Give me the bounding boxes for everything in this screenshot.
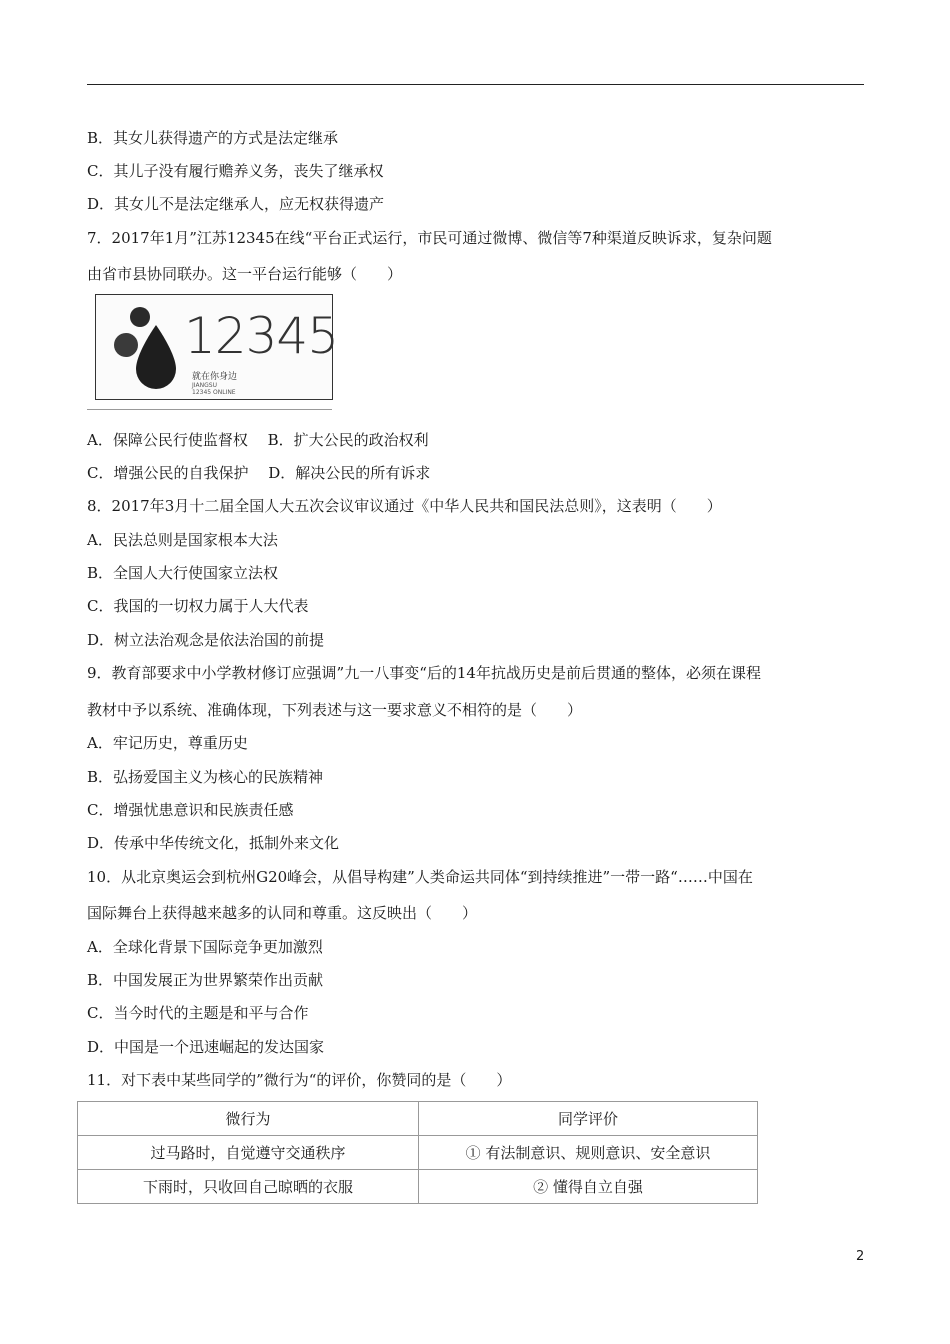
options-cd-q7: C．增强公民的自我保护 D．解决公民的所有诉求 bbox=[87, 464, 431, 482]
drop-logo-icon bbox=[102, 295, 182, 399]
option-c-q9: C．增强忧患意识和民族责任感 bbox=[87, 801, 294, 819]
option-b-q8: B．全国人大行使国家立法权 bbox=[87, 564, 279, 582]
table-header-cell: 微行为 bbox=[78, 1102, 419, 1136]
logo-subtitle-line-2: 12345 ONLINE bbox=[192, 389, 236, 396]
question-9-line-2: 教材中予以系统、准确体现，下列表述与这一要求意义不相符的是（ ） bbox=[87, 701, 583, 719]
question-8: 8．2017年3月十二届全国人大五次会议审议通过《中华人民共和国民法总则》，这表明（ ） bbox=[87, 497, 722, 515]
header-rule bbox=[87, 84, 864, 85]
logo-number: 12345 bbox=[184, 307, 339, 365]
logo-baseline bbox=[87, 409, 332, 410]
question-10-line-1: 10．从北京奥运会到杭州G20峰会，从倡导构建”人类命运共同体“到持续推进”一带一路“……中国在 bbox=[87, 868, 753, 886]
logo-subtitle-line-1: JIANGSU bbox=[192, 382, 217, 389]
table-cell: 过马路时，自觉遵守交通秩序 bbox=[78, 1136, 419, 1170]
question-10-line-2: 国际舞台上获得越来越多的认同和尊重。这反映出（ ） bbox=[87, 904, 478, 922]
table-cell: ② 懂得自立自强 bbox=[419, 1170, 758, 1204]
table-cell: ① 有法制意识、规则意识、安全意识 bbox=[419, 1136, 758, 1170]
logo-frame bbox=[95, 294, 339, 400]
micro-behavior-table bbox=[77, 1101, 758, 1204]
option-b-q10: B．中国发展正为世界繁荣作出贡献 bbox=[87, 971, 324, 989]
option-d-q10: D．中国是一个迅速崛起的发达国家 bbox=[87, 1038, 325, 1056]
options-ab-q7: A．保障公民行使监督权 B．扩大公民的政治权利 bbox=[87, 431, 429, 449]
table-cell: 下雨时，只收回自己晾晒的衣服 bbox=[78, 1170, 419, 1204]
option-b-q9: B．弘扬爱国主义为核心的民族精神 bbox=[87, 768, 324, 786]
option-d-q6: D．其女儿不是法定继承人，应无权获得遗产 bbox=[87, 195, 385, 213]
question-7-line-1: 7．2017年1月”江苏12345在线“平台正式运行，市民可通过微博、微信等7种渠道反映诉求，复杂问题 bbox=[87, 229, 772, 247]
logo-subtitle bbox=[192, 382, 236, 396]
question-7-line-2: 由省市县协同联办。这一平台运行能够（ ） bbox=[87, 265, 403, 283]
option-a-q9: A．牢记历史，尊重历史 bbox=[87, 734, 248, 752]
option-c-q8: C．我国的一切权力属于人大代表 bbox=[87, 597, 309, 615]
table-header-row bbox=[78, 1102, 758, 1136]
table-row bbox=[78, 1170, 758, 1204]
question-11: 11．对下表中某些同学的”微行为“的评价，你赞同的是（ ） bbox=[87, 1071, 512, 1089]
question-9-line-1: 9．教育部要求中小学教材修订应强调”九一八事变“后的14年抗战历史是前后贯通的整体，必须在课程 bbox=[87, 664, 761, 682]
option-c-q10: C．当今时代的主题是和平与合作 bbox=[87, 1004, 309, 1022]
option-b-q6: B．其女儿获得遗产的方式是法定继承 bbox=[87, 129, 339, 147]
table-header-cell: 同学评价 bbox=[419, 1102, 758, 1136]
logo-slogan: 就在你身边 bbox=[192, 372, 238, 382]
page-number: 2 bbox=[856, 1249, 865, 1264]
logo-12345-image bbox=[87, 292, 339, 410]
table-row bbox=[78, 1136, 758, 1170]
option-c-q6: C．其儿子没有履行赡养义务，丧失了继承权 bbox=[87, 162, 384, 180]
option-a-q8: A．民法总则是国家根本大法 bbox=[87, 531, 278, 549]
option-a-q10: A．全球化背景下国际竞争更加激烈 bbox=[87, 938, 323, 956]
option-d-q8: D．树立法治观念是依法治国的前提 bbox=[87, 631, 325, 649]
option-d-q9: D．传承中华传统文化，抵制外来文化 bbox=[87, 834, 340, 852]
